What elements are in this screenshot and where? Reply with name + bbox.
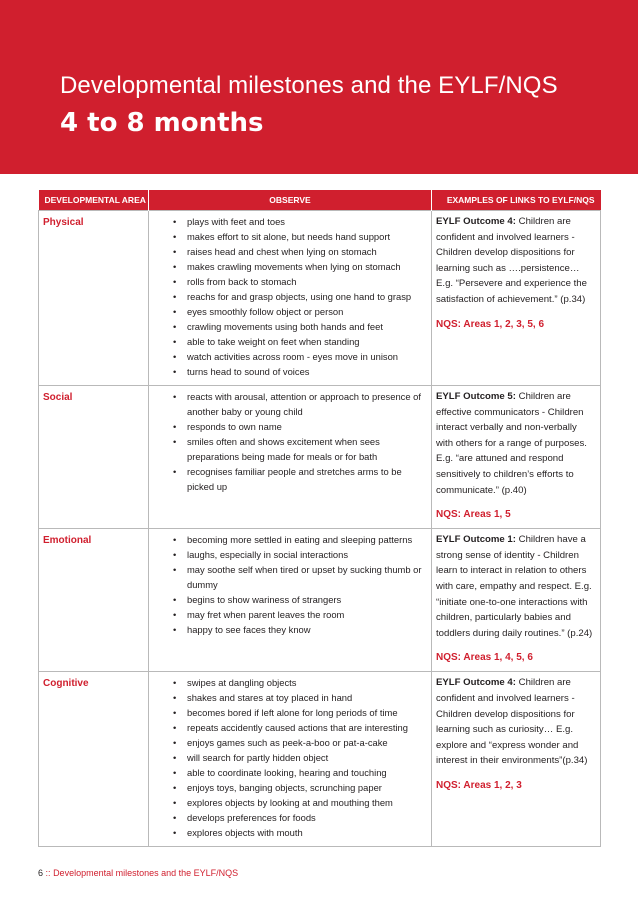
list-item: • makes crawling movements when lying on stomach (173, 259, 427, 274)
list-item: • explores objects by looking at and mouthing them (173, 795, 427, 810)
header-banner (0, 0, 638, 174)
table-row (39, 529, 601, 672)
eylf-outcome-label: EYLF Outcome 1: (436, 534, 516, 546)
list-item: • eyes smoothly follow object or person (173, 304, 427, 319)
eylf-link (436, 214, 596, 308)
eylf-outcome-text: Children are confident and involved learners - Children develop dispositions for learning such as ….persistence… E.g. “Persevere and experience the satisfaction of achievement.” (p.34) (436, 216, 587, 305)
eylf-link (436, 389, 596, 498)
eylf-outcome-label: EYLF Outcome 4: (436, 216, 516, 227)
list-item: • able to coordinate looking, hearing and touching (173, 765, 427, 780)
eylf-outcome-text: Children have a strong sense of identity - Children learn to interact in relation to others with care, empathy and respect. E.g. “initiate one-to-one interactions with children, particularly babies and toddlers during daily routines.” (p.24) (436, 534, 593, 639)
column-header-area: DEVELOPMENTAL AREA (39, 190, 149, 211)
list-item: • laughs, especially in social interactions (173, 547, 427, 562)
footer-separator: :: (45, 868, 51, 878)
list-item: • happy to see faces they know (173, 622, 427, 637)
list-item: • turns head to sound of voices (173, 364, 427, 379)
area-name: Cognitive (43, 678, 89, 690)
footer-text: Developmental milestones and the EYLF/NQS (53, 868, 239, 878)
milestones-table (38, 190, 601, 847)
table-row (39, 672, 601, 847)
list-item: • begins to show wariness of strangers (173, 592, 427, 607)
eylf-outcome-text: Children are confident and involved learners - Children develop dispositions for learning such as curiosity… E.g. explore and “express wonder and interest in their environments”(p.34) (436, 677, 588, 767)
list-item: • repeats accidently caused actions that are interesting (173, 720, 427, 735)
nqs-areas: NQS: Areas 1, 4, 5, 6 (436, 652, 533, 664)
page-subtitle: 4 to 8 months (60, 108, 264, 138)
list-item: • may fret when parent leaves the room (173, 607, 427, 622)
eylf-outcome-label: EYLF Outcome 5: (436, 391, 516, 402)
list-item: • develops preferences for foods (173, 810, 427, 825)
page-number: 6 (38, 868, 44, 878)
area-name: Physical (43, 217, 84, 228)
page-footer (38, 868, 238, 878)
table-header-row (39, 190, 601, 211)
eylf-outcome-label: EYLF Outcome 4: (436, 677, 516, 689)
list-item: • watch activities across room - eyes move in unison (173, 349, 427, 364)
list-item: • reacts with arousal, attention or approach to presence of another baby or young child (173, 389, 427, 419)
nqs-areas: NQS: Areas 1, 2, 3 (436, 779, 522, 791)
column-header-links: EXAMPLES OF LINKS TO EYLF/NQS (432, 190, 601, 211)
list-item: • enjoys toys, banging objects, scrunching paper (173, 780, 427, 795)
eylf-outcome-text: Children are effective communicators - Children interact verbally and non-verbally with others for a range of purposes. E.g. “are attuned and respond sensitively to children’s efforts to communicate.” (p.40) (436, 391, 587, 496)
table-row (39, 211, 601, 386)
list-item: • responds to own name (173, 419, 427, 434)
table-row (39, 386, 601, 529)
list-item: • explores objects with mouth (173, 825, 427, 840)
observe-list (153, 532, 427, 637)
list-item: • may soothe self when tired or upset by sucking thumb or dummy (173, 562, 427, 592)
eylf-link (436, 675, 596, 769)
list-item: • enjoys games such as peek-a-boo or pat-a-cake (173, 735, 427, 750)
nqs-areas: NQS: Areas 1, 5 (436, 509, 511, 521)
list-item: • becoming more settled in eating and sleeping patterns (173, 532, 427, 547)
list-item: • reachs for and grasp objects, using one hand to grasp (173, 289, 427, 304)
eylf-link (436, 532, 596, 641)
area-name: Social (43, 392, 73, 403)
nqs-areas: NQS: Areas 1, 2, 3, 5, 6 (436, 318, 545, 330)
observe-list (153, 389, 427, 494)
list-item: • smiles often and shows excitement when sees preparations being made for meals or for bath (173, 434, 427, 464)
list-item: • crawling movements using both hands and feet (173, 319, 427, 334)
observe-list (153, 675, 427, 840)
list-item: • plays with feet and toes (173, 214, 427, 229)
list-item: • able to take weight on feet when standing (173, 334, 427, 349)
list-item: • makes effort to sit alone, but needs hand support (173, 229, 427, 244)
column-header-observe: OBSERVE (149, 190, 432, 211)
list-item: • raises head and chest when lying on stomach (173, 244, 427, 259)
list-item: • rolls from back to stomach (173, 274, 427, 289)
list-item: • will search for partly hidden object (173, 750, 427, 765)
list-item: • recognises familiar people and stretches arms to be picked up (173, 464, 427, 494)
list-item: • swipes at dangling objects (173, 675, 427, 690)
list-item: • becomes bored if left alone for long periods of time (173, 705, 427, 720)
observe-list (153, 214, 427, 379)
area-name: Emotional (43, 535, 92, 547)
list-item: • shakes and stares at toy placed in hand (173, 690, 427, 705)
page-title: Developmental milestones and the EYLF/NQS (60, 72, 558, 99)
